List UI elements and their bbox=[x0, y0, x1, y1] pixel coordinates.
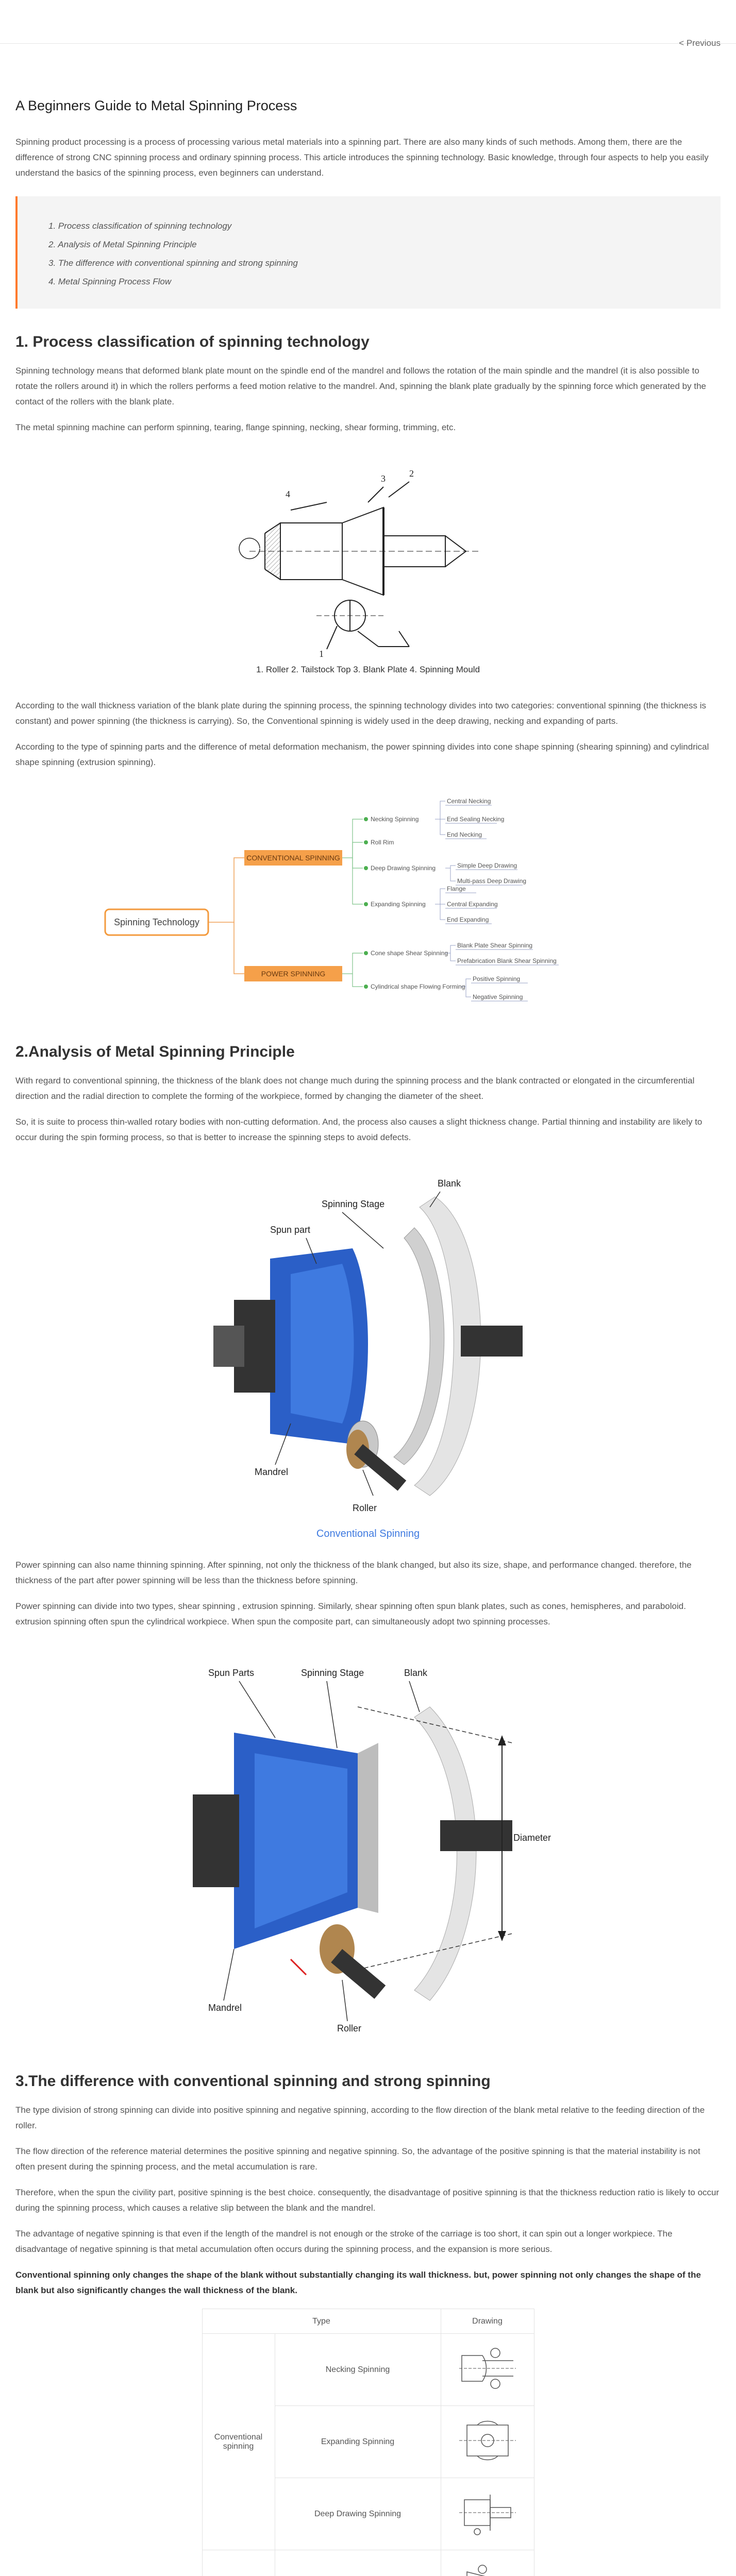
section-2-paragraph-4: Power spinning can divide into two types, shear spinning , extrusion spinning. Similarly, shear spinning often spun blank plates, such as cones, hemispheres, and paraboloid. extrusion spinning often spun the cylindrical workpiece. When spun the composite part, can simultaneously adopt two spinning processes. bbox=[15, 1601, 686, 1626]
fig1-label-roller: Roller bbox=[353, 1503, 377, 1513]
section-1-paragraph-4: According to the type of spinning parts and the difference of metal deformation mechanism, the power spinning divides into cone shape spinning (shearing spinning) and cylindrical shape spinning (extrusion spinning). bbox=[15, 742, 709, 767]
toc-item-1[interactable]: 1. Process classification of spinning technology bbox=[48, 221, 232, 231]
classification-tree-drawing bbox=[85, 781, 651, 1028]
section-1-heading: 1. Process classification of spinning technology bbox=[15, 333, 370, 350]
table-of-contents bbox=[15, 196, 721, 309]
toc-item-2[interactable]: 2. Analysis of Metal Spinning Principle bbox=[48, 240, 197, 249]
conventional-spinning-drawing bbox=[188, 1156, 548, 1547]
schematic-number-2: 2 bbox=[409, 468, 414, 479]
fig2-label-diameter: Diameter bbox=[513, 1833, 551, 1843]
power-spinning-drawing bbox=[172, 1640, 564, 2042]
section-1-paragraph-1: Spinning technology means that deformed blank plate mount on the spindle end of the mandrel and follows the rotation of the main spindle and the mandrel (it is also possible to rotate the rollers around it) in which the rollers performs a feed motion relative to the mandrel. And, spinning the blank plate gradually by the spinning force which generated by the contact of the rollers with the blank plate. bbox=[15, 366, 706, 406]
fig2-label-blank: Blank bbox=[404, 1668, 428, 1678]
tree-leaf: Multi-pass Deep Drawing bbox=[457, 877, 527, 885]
table-necking: Necking Spinning bbox=[275, 2334, 441, 2406]
tree-leaf: Central Necking bbox=[447, 798, 491, 805]
fig2-label-roller: Roller bbox=[337, 2023, 362, 2033]
table-header-drawing: Drawing bbox=[441, 2309, 534, 2334]
tree-leaf: Negative Spinning bbox=[473, 993, 523, 1001]
top-bar bbox=[0, 0, 736, 48]
classification-tree bbox=[85, 781, 651, 1028]
table-expanding: Expanding Spinning bbox=[275, 2406, 441, 2478]
table-shear bbox=[275, 2550, 441, 2576]
conventional-spinning-figure bbox=[188, 1156, 548, 1547]
article bbox=[15, 98, 721, 2576]
section-3-paragraph-3: Therefore, when the spun the civility part, positive spinning is the best choice. consequently, the disadvantage of positive spinning is that the thickness reduction ratio is likely to occur during the spinning process, which causes a relative slip between the blank and the mandrel. bbox=[15, 2188, 720, 2213]
table-deep-drawing: Deep Drawing Spinning bbox=[275, 2478, 441, 2550]
tree-group-roll-rim: Roll Rim bbox=[371, 839, 394, 846]
tree-leaf: End Expanding bbox=[447, 916, 489, 923]
tree-leaf: Central Expanding bbox=[447, 901, 498, 908]
fig1-label-spun: Spun part bbox=[270, 1225, 311, 1235]
spinning-schematic-drawing bbox=[213, 446, 523, 662]
section-2-paragraph-2: So, it is suite to process thin-walled rotary bodies with non-cutting deformation. And, the process also causes a slight thickness change. Partial thinning and instability are likely to occur during the spin forming process, so that is better to increase the spinning steps to avoid defects. bbox=[15, 1117, 702, 1142]
fig1-label-stage: Spinning Stage bbox=[322, 1199, 385, 1209]
fig2-label-stage: Spinning Stage bbox=[301, 1668, 364, 1678]
shear-drawing bbox=[457, 2562, 518, 2576]
table-drawing-necking bbox=[441, 2334, 534, 2406]
tree-leaf: Blank Plate Shear Spinning bbox=[457, 942, 533, 949]
table-drawing-expanding bbox=[441, 2406, 534, 2478]
table-header-type: Type bbox=[202, 2309, 441, 2334]
intro-paragraph: Spinning product processing is a process of processing various metal materials into a spinning part. There are also many kinds of such methods. Among them, there are the difference of strong CNC spinning process and ordinary spinning process. This article introduces the spinning technology. Basic knowledge, through four aspects to help you easily understand the basics of the spinning process, even beginners can understand. bbox=[15, 137, 709, 178]
expanding-drawing bbox=[457, 2417, 518, 2464]
fig2-label-mandrel: Mandrel bbox=[208, 2003, 242, 2013]
previous-link[interactable]: < Previous bbox=[679, 38, 721, 48]
tree-leaf: Positive Spinning bbox=[473, 975, 521, 982]
tree-conventional-label: CONVENTIONAL SPINNING bbox=[246, 854, 340, 862]
section-3-paragraph-2: The flow direction of the reference material determines the positive spinning and negative spinning. So, the advantage of the positive spinning is that the material instability is not often present during the spinning process, and the metal accumulation is rare. bbox=[15, 2146, 700, 2172]
fig1-caption: Conventional Spinning bbox=[316, 1528, 420, 1539]
section-2-paragraph-3: Power spinning can also name thinning spinning. After spinning, not only the thickness of the blank changed, but also its size, shape, and performance changed. therefore, the thickness of the part after power spinning will be less than the thickness before spinning. bbox=[15, 1560, 692, 1585]
fig1-label-blank: Blank bbox=[438, 1178, 461, 1189]
comparison-table bbox=[202, 2309, 534, 2576]
tree-leaf: End Necking bbox=[447, 831, 482, 838]
tree-leaf: Flange bbox=[447, 885, 466, 892]
schematic-caption: 1. Roller 2. Tailstock Top 3. Blank Plate 4. Spinning Mould bbox=[256, 665, 480, 674]
section-3-heading: 3.The difference with conventional spinning and strong spinning bbox=[15, 2073, 491, 2090]
section-1-paragraph-3: According to the wall thickness variation of the blank plate during the spinning process, the spinning technology divides into two categories: conventional spinning (the thickness is constant) and power spinning (the thickness is carrying). So, the Conventional spinning is widely used in the deep drawing, necking and expanding of parts. bbox=[15, 701, 707, 726]
tree-leaf: Simple Deep Drawing bbox=[457, 862, 517, 869]
table-power bbox=[202, 2550, 275, 2576]
tree-leaf: End Sealing Necking bbox=[447, 816, 505, 823]
tree-group-necking: Necking Spinning bbox=[371, 816, 419, 823]
table-conventional: Conventional spinning bbox=[202, 2334, 275, 2550]
section-3-paragraph-4: The advantage of negative spinning is that even if the length of the mandrel is not enough or the stroke of the carriage is too short, it can spin out a longer workpiece. The disadvantage of negative spinning is that metal accumulation often occurs during the spinning process, and the expansion is more serious. bbox=[15, 2229, 673, 2254]
tree-root-label: Spinning Technology bbox=[114, 917, 199, 927]
tree-group-cylindrical: Cylindrical shape Flowing Forming bbox=[371, 983, 465, 990]
tree-group-cone-shear: Cone shape Shear Spinning bbox=[371, 950, 448, 957]
tree-group-expanding: Expanding Spinning bbox=[371, 901, 426, 908]
spinning-schematic-figure bbox=[213, 446, 523, 683]
fig1-label-mandrel: Mandrel bbox=[255, 1467, 289, 1477]
tree-leaf: Prefabrication Blank Shear Spinning bbox=[457, 957, 557, 964]
power-spinning-figure bbox=[172, 1640, 564, 2042]
tree-group-deep-drawing: Deep Drawing Spinning bbox=[371, 865, 436, 872]
schematic-number-1: 1 bbox=[319, 649, 324, 659]
section-1-paragraph-2: The metal spinning machine can perform spinning, tearing, flange spinning, necking, shear forming, trimming, etc. bbox=[15, 422, 456, 432]
section-3-paragraph-1: The type division of strong spinning can divide into positive spinning and negative spinning, according to the flow direction of the blank metal relative to the feeding direction of the roller. bbox=[15, 2105, 705, 2130]
table-drawing-shear bbox=[441, 2550, 534, 2576]
toc-item-4[interactable]: 4. Metal Spinning Process Flow bbox=[48, 277, 172, 286]
table-drawing-deep bbox=[441, 2478, 534, 2550]
schematic-number-4: 4 bbox=[286, 489, 290, 499]
necking-drawing bbox=[457, 2345, 518, 2392]
section-2-heading: 2.Analysis of Metal Spinning Principle bbox=[15, 1043, 295, 1060]
section-2-paragraph-1: With regard to conventional spinning, the thickness of the blank does not change much during the spinning process and the blank contracted or elongated in the circumferential direction and the radial direction to complete the forming of the workpiece, formed by changing the diameter of the sheet. bbox=[15, 1076, 695, 1101]
tree-power-label: POWER SPINNING bbox=[261, 970, 326, 978]
fig2-label-spun: Spun Parts bbox=[208, 1668, 255, 1678]
toc-item-3[interactable]: 3. The difference with conventional spinning and strong spinning bbox=[48, 258, 298, 268]
section-3-summary: Conventional spinning only changes the shape of the blank without substantially changing its wall thickness. but, power spinning not only changes the shape of the blank but also significantly changes the wall thickness of the blank. bbox=[15, 2270, 701, 2295]
article-title: A Beginners Guide to Metal Spinning Process bbox=[15, 98, 297, 113]
deep-drawing-drawing bbox=[457, 2489, 518, 2536]
schematic-number-3: 3 bbox=[381, 473, 386, 484]
